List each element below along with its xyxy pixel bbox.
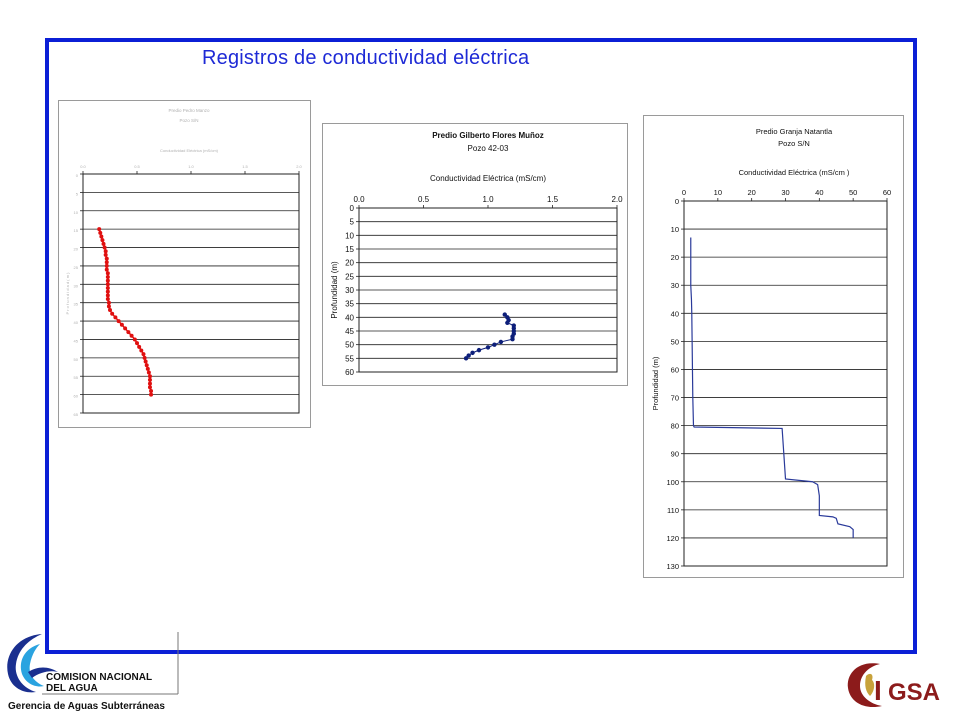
cna-name-line2: DEL AGUA (46, 683, 98, 694)
x-tick-label: 20 (747, 188, 756, 197)
x-tick-label: 50 (848, 188, 858, 197)
data-point (143, 356, 147, 360)
chart-subtitle: Pozo S/N (778, 139, 810, 148)
x-tick-label: 0.0 (80, 164, 86, 169)
y-tick-label: 55 (345, 354, 354, 364)
y-tick-label: 55 (73, 375, 78, 381)
data-point (492, 342, 496, 346)
chart-title: Predio Pedro Manzo (168, 108, 210, 113)
data-point (98, 231, 102, 235)
data-point (148, 382, 152, 386)
data-point (477, 348, 481, 352)
data-point (108, 308, 112, 312)
y-tick-label: 10 (73, 209, 78, 215)
igsa-text: GSA (888, 679, 941, 706)
y-tick-label: 10 (345, 231, 354, 241)
igsa-globe-icon (865, 674, 874, 696)
data-point (104, 249, 108, 253)
data-point (106, 286, 110, 290)
data-point (104, 253, 108, 257)
y-tick-label: 65 (73, 412, 78, 417)
data-point (107, 304, 111, 308)
data-point (133, 337, 137, 341)
y-tick-label: 40 (670, 309, 679, 319)
cna-logo (2, 628, 182, 700)
chart-subtitle: Pozo S/N (179, 118, 199, 123)
x-tick-label: 0 (681, 188, 687, 197)
igsa-initial: I (874, 675, 882, 706)
department-label: Gerencia de Aguas Subterráneas (8, 701, 165, 712)
data-point (145, 363, 149, 367)
x-tick-label: 0.5 (417, 195, 430, 204)
y-tick-label: 30 (73, 283, 78, 289)
y-tick-label: 45 (345, 327, 354, 336)
data-point (106, 279, 110, 283)
y-tick-label: 50 (345, 340, 354, 350)
chart-granja-natantla (643, 115, 904, 578)
x-tick-label: 10 (713, 188, 723, 197)
data-point (106, 275, 110, 279)
x-tick-label: 1.5 (242, 164, 248, 169)
x-tick-label: 60 (882, 188, 892, 197)
chart-gilberto-flores (322, 123, 628, 386)
y-tick-label: 30 (670, 281, 679, 291)
x-tick-label: 40 (815, 188, 824, 197)
y-tick-label: 60 (73, 393, 78, 399)
slide-title: Registros de conductividad eléctrica (202, 47, 530, 69)
y-tick-label: 45 (73, 338, 78, 344)
data-point (106, 271, 110, 275)
data-point (464, 356, 468, 360)
x-tick-label: 2.0 (296, 164, 302, 169)
y-tick-label: 0 (349, 204, 354, 213)
y-tick-label: 20 (670, 253, 679, 263)
x-axis-label: Conductividad Eléctrica (mS/cm) (159, 148, 219, 153)
data-point (106, 293, 110, 297)
y-tick-label: 130 (666, 562, 679, 571)
chart-subtitle: Pozo 42-03 (467, 144, 509, 153)
data-point (130, 334, 134, 338)
y-tick-label: 5 (349, 217, 354, 227)
data-point (149, 393, 153, 397)
y-axis-label: Profundidad (m) (651, 356, 660, 411)
x-axis-label: Conductividad Eléctrica (mS/cm ) (738, 168, 850, 177)
data-point (105, 257, 109, 261)
y-tick-label: 40 (73, 320, 78, 326)
x-tick-label: 1.5 (546, 195, 559, 204)
data-point (148, 374, 152, 378)
x-tick-label: 0.5 (134, 164, 140, 169)
data-point (100, 238, 104, 242)
data-point (102, 242, 106, 246)
y-tick-label: 25 (345, 272, 354, 282)
data-point (97, 227, 101, 231)
data-point (486, 345, 490, 349)
cna-name-line1: COMISION NACIONAL (46, 672, 153, 683)
y-tick-label: 50 (73, 356, 78, 362)
y-tick-label: 35 (73, 301, 78, 307)
cna-wave-inner (21, 644, 44, 687)
data-point (510, 337, 514, 341)
plot-area (684, 201, 887, 566)
x-tick-label: 0.0 (353, 195, 365, 204)
y-tick-label: 15 (73, 228, 78, 234)
data-point (110, 312, 114, 316)
y-tick-label: 5 (75, 191, 78, 197)
y-tick-label: 0 (674, 197, 679, 206)
y-tick-label: 30 (345, 286, 354, 295)
y-tick-label: 110 (667, 505, 679, 515)
x-tick-label: 1.0 (188, 164, 194, 169)
data-point (105, 260, 109, 264)
data-point (106, 297, 110, 301)
data-point (126, 330, 130, 334)
data-point (106, 290, 110, 294)
data-point (505, 321, 509, 325)
data-point (106, 282, 110, 286)
y-tick-label: 40 (345, 313, 354, 323)
y-tick-label: 90 (670, 449, 679, 459)
y-tick-label: 60 (670, 365, 679, 375)
data-point (147, 371, 151, 375)
data-point (148, 385, 152, 389)
data-point (144, 360, 148, 364)
data-point (135, 341, 139, 345)
y-tick-label: 25 (73, 264, 78, 270)
chart-pedro-manzo (58, 100, 311, 428)
y-tick-label: 70 (670, 393, 679, 403)
y-tick-label: 50 (670, 337, 679, 347)
y-axis-label: Profundidad (m) (330, 261, 339, 319)
data-point (149, 389, 153, 393)
x-tick-label: 2.0 (611, 195, 623, 204)
data-point (137, 345, 141, 349)
y-tick-label: 0 (75, 173, 78, 178)
y-tick-label: 120 (666, 533, 679, 543)
data-point (99, 235, 103, 239)
data-point (139, 348, 143, 352)
chart-title: Predio Granja Natantla (755, 127, 833, 136)
y-tick-label: 10 (670, 225, 679, 235)
data-point (105, 268, 109, 272)
data-point (120, 323, 124, 327)
y-tick-label: 15 (345, 245, 354, 254)
data-point (470, 351, 474, 355)
data-point (113, 315, 117, 319)
y-tick-label: 35 (345, 299, 354, 309)
y-axis-label: P r o f u n d i d a d ( m ) (65, 272, 70, 315)
chart-svg-3 (644, 116, 903, 577)
data-point (141, 352, 145, 356)
y-tick-label: 100 (666, 477, 679, 487)
data-point (117, 319, 121, 323)
y-tick-label: 60 (345, 368, 354, 377)
chart-svg-2 (323, 124, 627, 385)
data-point (499, 340, 503, 344)
data-point (103, 246, 107, 250)
x-axis-label: Conductividad Eléctrica (mS/cm) (429, 174, 547, 183)
y-tick-label: 20 (345, 258, 354, 268)
chart-title: Predio Gilberto Flores Muñoz (432, 131, 544, 140)
data-point (123, 326, 127, 330)
data-point (105, 264, 109, 268)
y-tick-label: 20 (73, 246, 78, 252)
chart-svg-1 (59, 101, 310, 427)
y-tick-label: 80 (670, 421, 679, 431)
data-point (148, 378, 152, 382)
plot-area (83, 174, 299, 413)
igsa-logo (840, 656, 960, 716)
data-point (107, 301, 111, 305)
x-tick-label: 30 (781, 188, 790, 197)
x-tick-label: 1.0 (482, 195, 494, 204)
data-point (146, 367, 150, 371)
